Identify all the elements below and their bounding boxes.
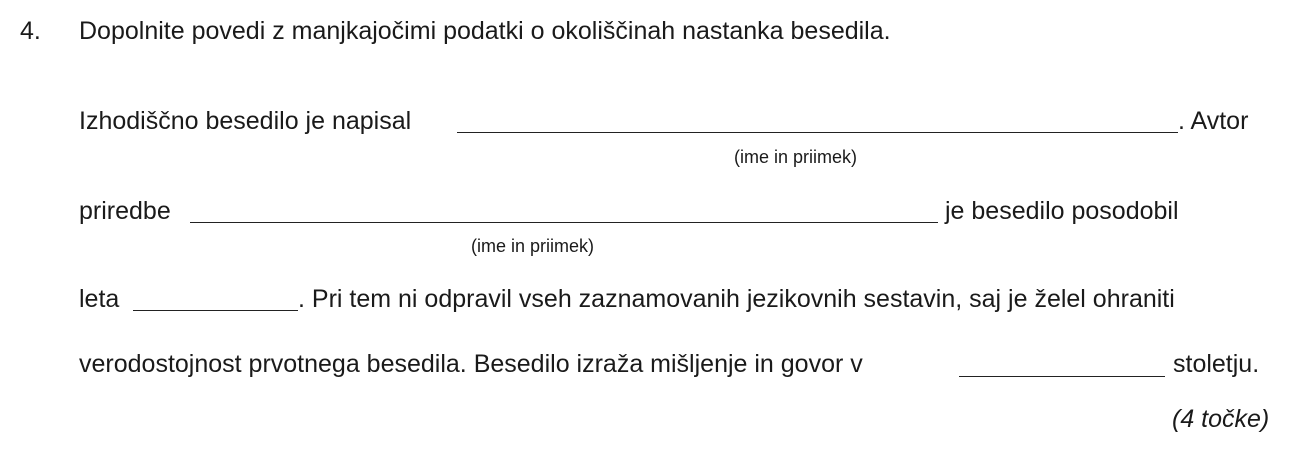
line1-text-before: Izhodiščno besedilo je napisal xyxy=(79,107,412,135)
question-instruction: Dopolnite povedi z manjkajočimi podatki o okoliščinah nastanka besedila. xyxy=(79,17,891,45)
line4-text-after: stoletju. xyxy=(1173,350,1260,378)
line3-text-before: leta xyxy=(79,285,120,313)
line1-text-after: . Avtor xyxy=(1178,107,1249,135)
line2-text-before: priredbe xyxy=(79,197,171,225)
author-name-blank[interactable] xyxy=(457,132,1178,133)
line4-text-before: verodostojnost prvotnega besedila. Besedilo izraža mišljenje in govor v xyxy=(79,350,863,378)
author-name-hint: (ime in priimek) xyxy=(734,147,858,167)
question-number: 4. xyxy=(20,17,41,45)
adapter-name-blank[interactable] xyxy=(190,222,938,223)
points-label: (4 točke) xyxy=(1172,405,1270,433)
year-blank[interactable] xyxy=(133,310,298,311)
century-blank[interactable] xyxy=(959,376,1165,377)
line3-text-after: . Pri tem ni odpravil vseh zaznamovanih jezikovnih sestavin, saj je želel ohraniti xyxy=(298,285,1175,313)
adapter-name-hint: (ime in priimek) xyxy=(471,236,595,256)
line2-text-after: je besedilo posodobil xyxy=(945,197,1179,225)
